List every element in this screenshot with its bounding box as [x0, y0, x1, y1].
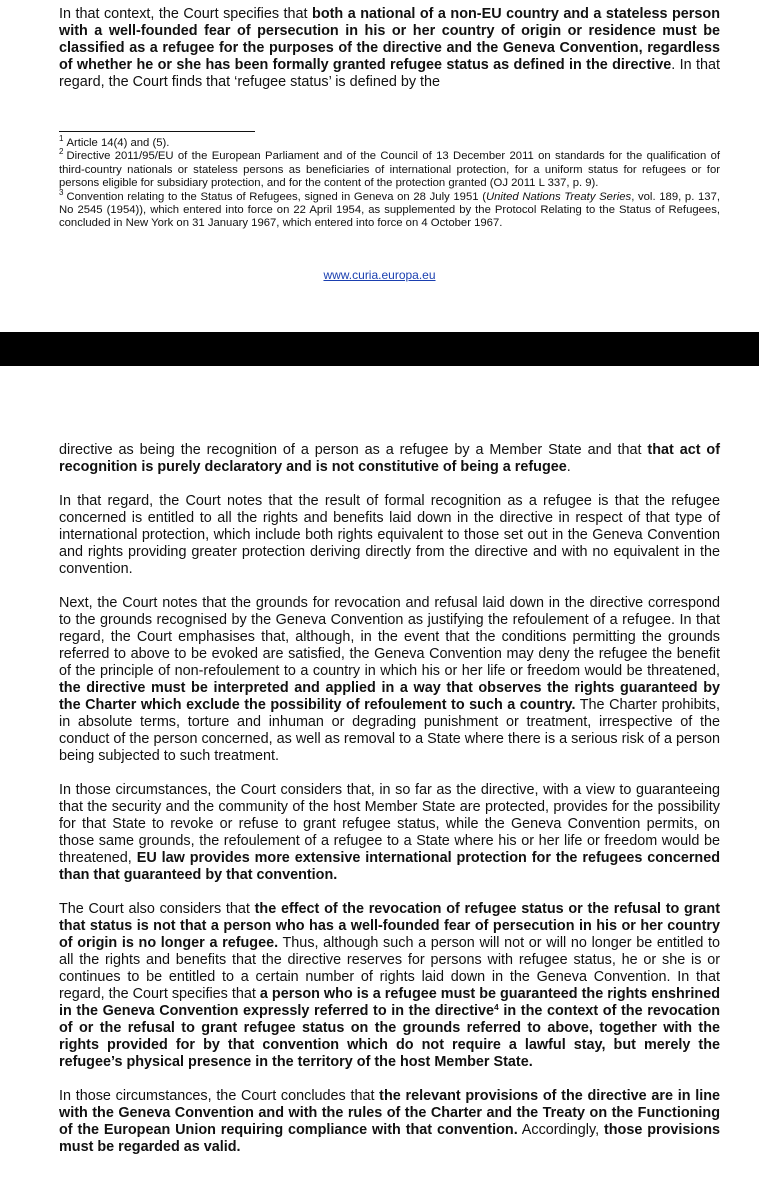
footnote-text: , vol. 189, p. 137, No 2545 (1954)), which entered into force on 22 April 1954, as supplemented by the Protocol Relating to the Status of Refugees, concluded in New York on 31 January 1967, which entered into force on 4 October 1967. [59, 190, 721, 230]
footnote-text: Article 14(4) and (5). [66, 137, 170, 149]
bold-text-run: in the context of the revocation of or the refusal to grant refugee status on the grounds referred to above, together with the rights provided for by that convention which do not require a lawful stay, but merely the refugee’s physical presence in the territory of the host Member State. [59, 1003, 720, 1070]
document-page-lower [59, 442, 720, 1156]
text-run: In that context, the Court specifies that [59, 6, 313, 22]
bold-text-run: those provisions must be regarded as valid. [59, 1122, 720, 1155]
bold-text-run: the effect of the revocation of refugee status or the refusal to grant that status is not that a person who has a well-founded fear of persecution in his or her country of origin is no longer a refugee. [59, 901, 720, 951]
text-run: Thus, although such a person will not or will no longer be entitled to all the rights and benefits that the directive reserves for persons with refugee status, he or she is or continues to be entitled to a certain number of rights laid down in the Geneva Convention. In that regard, the Court specifies that [59, 935, 720, 1002]
footnote-number: 3 [59, 187, 64, 197]
footnote-text: Convention relating to the Status of Refugees, signed in Geneva on 28 July 1951 ( [66, 190, 486, 203]
paragraph-declaratory-recognition [59, 442, 720, 476]
footnote-1 [59, 134, 720, 150]
paragraph-conclusion [59, 1088, 720, 1156]
text-run: Accordingly, [517, 1122, 604, 1138]
paragraph-refugee-status-context [59, 6, 720, 91]
text-run: Next, the Court notes that the grounds for revocation and refusal laid down in the directive correspond to the grounds recognised by the Geneva Convention as justifying the refoulement of a refugee. In that regard, the Court emphasises that, although, in the event that the conditions permitting the grounds referred to above to be evoked are satisfied, the Geneva Convention may deny the refugee the benefit of the principle of non-refoulement to a country in which his or her life or freedom would be threatened, [59, 595, 720, 679]
footnote-reference: 4 [494, 1002, 499, 1012]
text-run: In those circumstances, the Court considers that, in so far as the directive, with a view to guaranteeing that the security and the community of the host Member State are protected, provides for the possibility for that State to revoke or refuse to grant refugee status, while the Geneva Convention permits, on those same grounds, the refoulement of a refugee to a State where his or her life or freedom would be threatened, [59, 782, 720, 866]
footnote-2 [59, 147, 720, 190]
text-run: In that regard, the Court notes that the result of formal recognition as a refugee is that the refugee concerned is entitled to all the rights and benefits laid down in the directive in respect of that type of international protection, which include both rights equivalent to those set out in the Geneva Convention and rights providing greater protection deriving directly from the directive and with no equivalent in the convention. [59, 493, 720, 577]
footnotes [59, 134, 721, 231]
paragraph-formal-recognition [59, 493, 720, 578]
curia-website-link[interactable]: www.curia.europa.eu [323, 268, 436, 282]
footnote-separator [59, 131, 255, 132]
footnote-number: 1 [59, 134, 64, 143]
bold-text-run: the directive must be interpreted and applied in a way that observes the rights guaranteed by the Charter which exclude the possibility of refoulement to such a country. [59, 680, 720, 713]
bold-text-run: both a national of a non-EU country and a stateless person with a well-founded fear of persecution in his or her country of origin or residence must be classified as a refugee for the purposes of the directive and the Geneva Convention, regardless of whether he or she has been formally granted refugee status as defined in the directive [59, 6, 720, 73]
text-run: In those circumstances, the Court concludes that [59, 1088, 380, 1104]
text-run: The Charter prohibits, in absolute terms, torture and inhuman or degrading punishment or treatment, irrespective of the conduct of the person concerned, as well as removal to a State where there is a serious risk of a person being subjected to such treatment. [59, 697, 720, 764]
text-run: directive as being the recognition of a person as a refugee by a Member State and that [59, 442, 648, 458]
footnote-3 [59, 187, 721, 231]
paragraph-revocation-grounds [59, 595, 720, 765]
page-break-band [0, 332, 759, 366]
paragraph-effect-of-revocation [59, 901, 720, 1071]
bold-text-run: that act of recognition is purely declaratory and is not constitutive of being a refugee [59, 442, 720, 475]
text-run: . [566, 459, 571, 475]
bold-text-run: EU law provides more extensive international protection for the refugees concerned than that guaranteed by that convention. [59, 850, 721, 883]
bold-text-run: the relevant provisions of the directive are in line with the Geneva Convention and with the rules of the Charter and the Treaty on the Functioning of the European Union requiring compliance with that convention. [59, 1088, 720, 1138]
footnote-italic-text: United Nations Treaty Series [485, 190, 632, 203]
footnote-number: 2 [59, 147, 64, 157]
bold-text-run: a person who is a refugee must be guaranteed the rights enshrined in the Geneva Convention expressly referred to in the directive [59, 986, 720, 1019]
footnote-text: Directive 2011/95/EU of the European Parliament and of the Council of 13 December 2011 on standards for the qualification of third-country nationals or stateless persons as beneficiaries of international protection, for a uniform status for refugees or for persons eligible for subsidiary protection, and for the content of the protection granted (OJ 2011 L 337, p. 9). [59, 150, 720, 190]
text-run: . In that regard, the Court finds that ‘refugee status’ is defined by the [59, 57, 720, 90]
paragraph-eu-law-protection [59, 782, 720, 884]
text-run: The Court also considers that [59, 901, 255, 917]
